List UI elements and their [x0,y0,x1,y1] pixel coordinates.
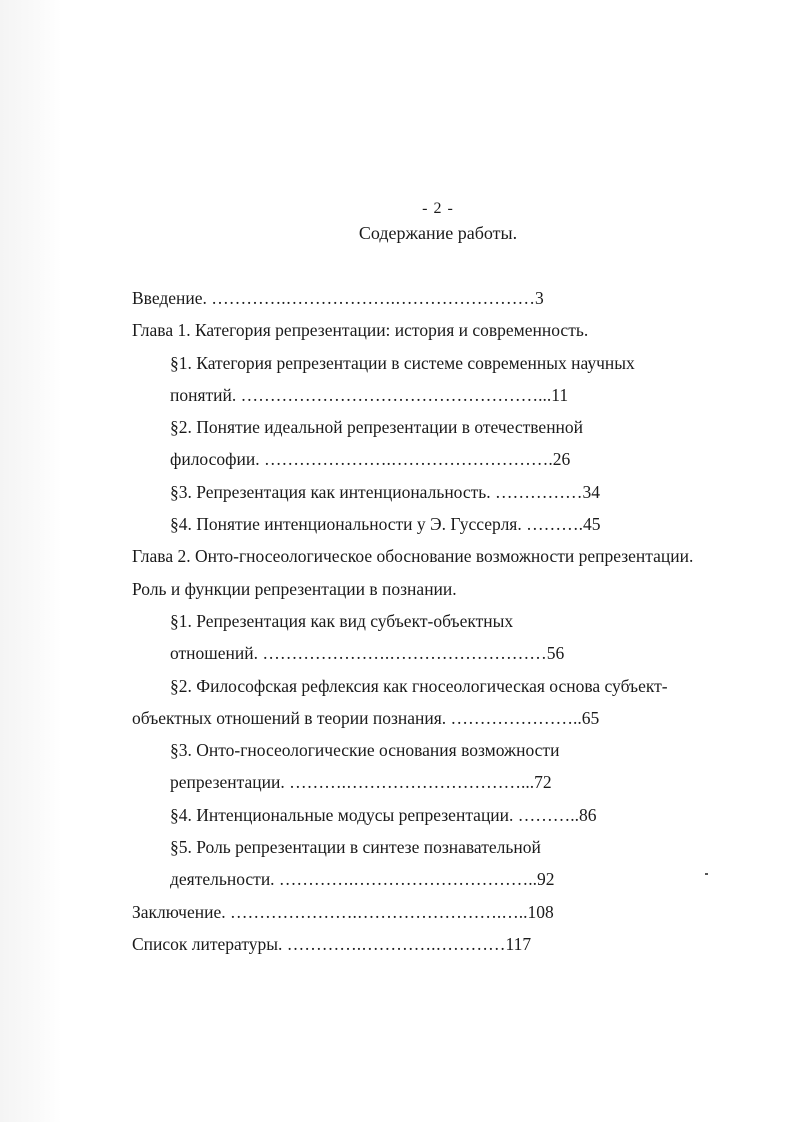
table-of-contents [0,282,793,960]
page-title: Содержание работы. [358,223,518,243]
toc-entry: §4. Понятие интенциональности у Э. Гуссерля. ……….45 [170,514,601,535]
toc-entry: понятий. ……………………………………………...11 [170,384,569,405]
toc-entry: Роль и функции репрезентации в познании. [132,578,457,599]
toc-entry: деятельности. ………….…………………………..92 [170,869,555,890]
toc-entry: Глава 1. Категория репрезентации: история и современность. [132,320,589,341]
scan-speck [705,873,708,875]
toc-entry: Список литературы. ………….………….…………117 [132,933,532,954]
toc-entry: §2. Понятие идеальной репрезентации в отечественной [170,417,584,438]
toc-entry: §3. Репрезентация как интенциональность. ……………34 [170,481,601,502]
toc-entry: Введение. ………….……………….……………………3 [132,288,544,308]
toc-entry: Глава 2. Онто-гносеологическое обоснование возможности репрезентации. [132,546,694,567]
page-number: - 2 - [422,200,454,217]
toc-entry: §2. Философская рефлексия как гносеологическая основа субъект- [170,675,668,696]
toc-entry: §4. Интенциональные модусы репрезентации. ………..86 [170,804,597,825]
toc-entry: §1. Категория репрезентации в системе современных научных [170,352,635,373]
toc-entry: §5. Роль репрезентации в синтезе познавательной [170,837,541,858]
toc-entry: Заключение. ………………….…………………….…..108 [132,901,554,922]
toc-entry: §1. Репрезентация как вид субъект-объектных [170,610,514,631]
toc-entry: репрезентации. ……….…………………………...72 [170,772,552,793]
toc-entry: §3. Онто-гносеологические основания возможности [170,740,560,761]
toc-entry: философии. ………………….……………………….26 [170,449,571,470]
toc-entry: объектных отношений в теории познания. …………………..65 [132,707,600,728]
toc-entry: отношений. ………………….………………………56 [170,643,565,664]
